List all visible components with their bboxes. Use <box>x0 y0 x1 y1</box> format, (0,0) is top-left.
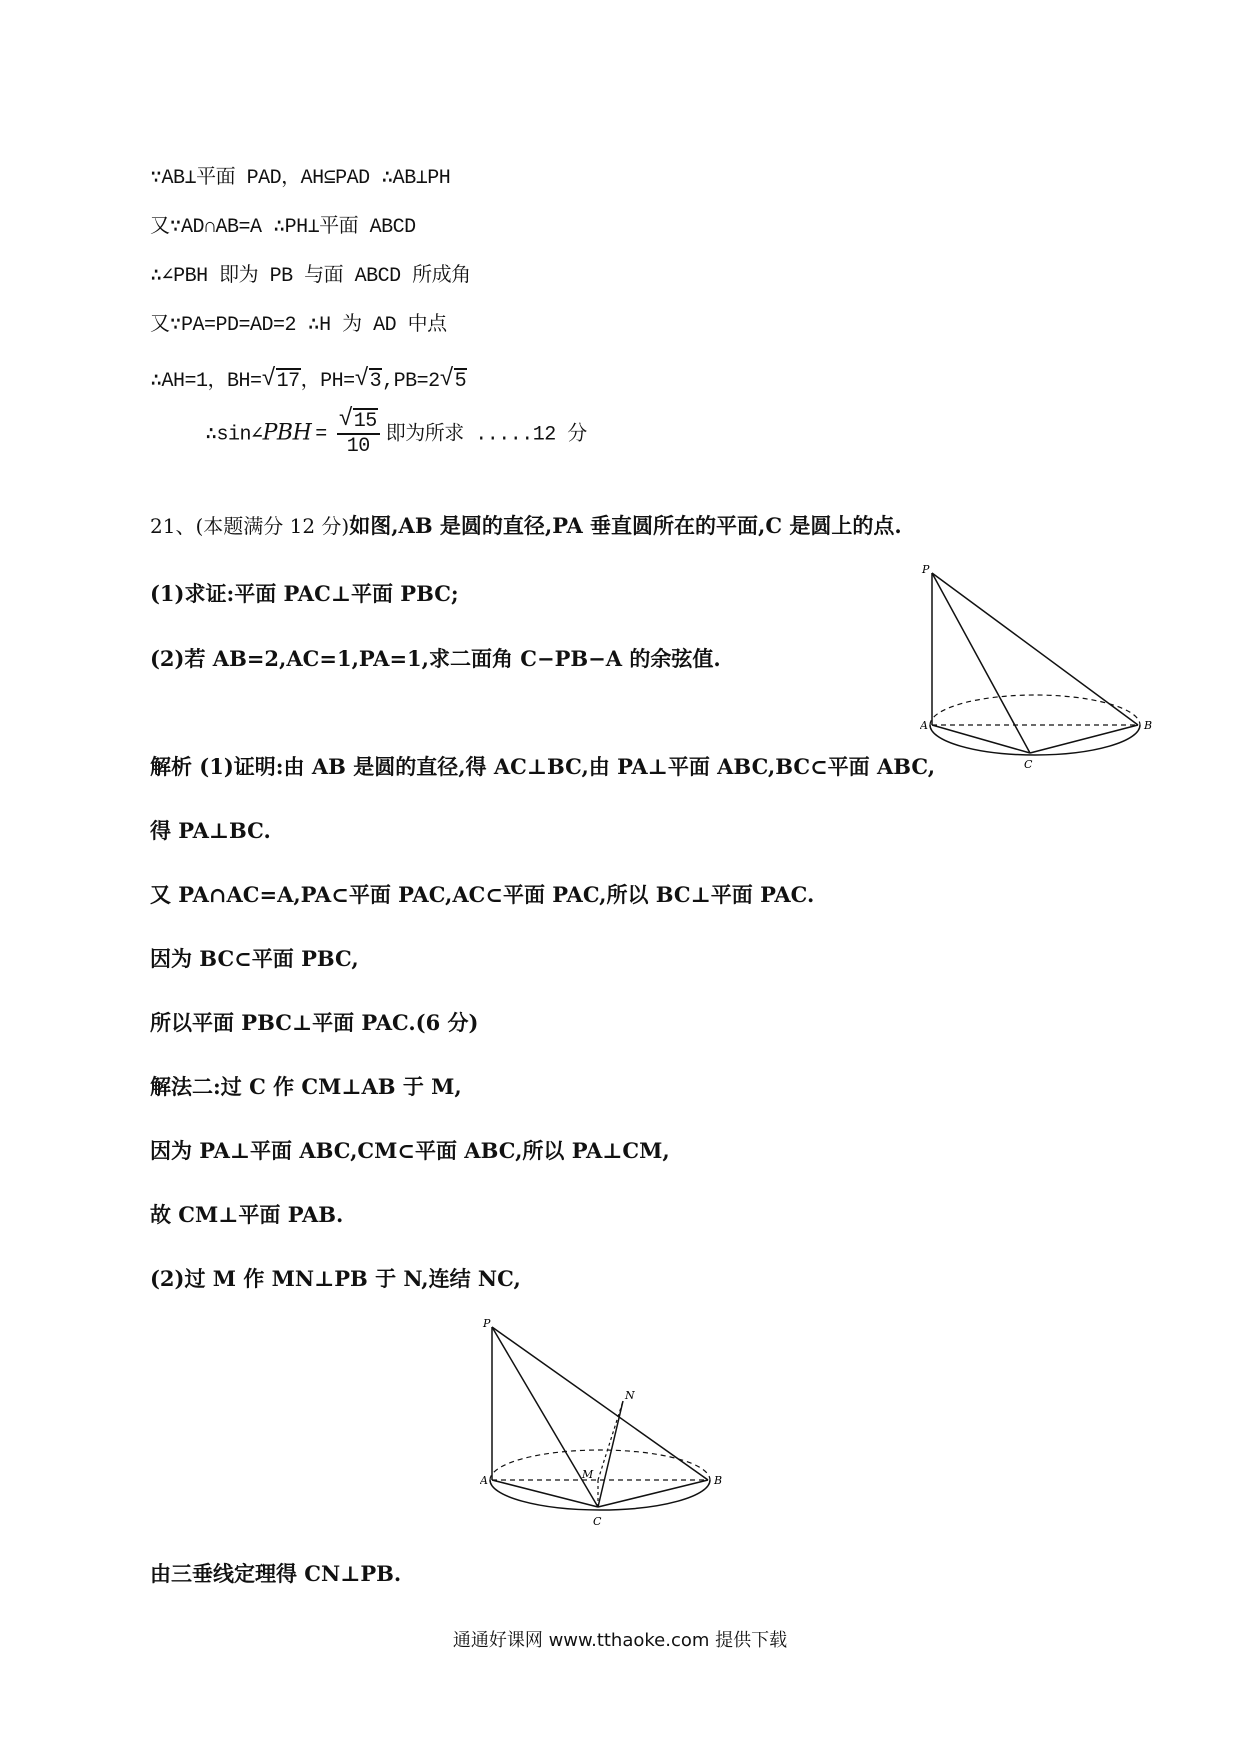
label-b: B <box>714 1474 723 1487</box>
footer: 通通好课网 www.tthaoke.com 提供下载 <box>452 1630 788 1651</box>
solution-line-8: 故 CM⊥平面 PAB. <box>150 1202 344 1227</box>
proof-line-6 <box>205 406 587 458</box>
solution-line-2: 得 PA⊥BC. <box>150 818 271 843</box>
proof-line-6-end: 即为所求 .....12 分 <box>385 423 587 447</box>
fraction-denominator: 10 <box>346 435 370 458</box>
proof-line-5-a: ∴AH=1，BH= <box>150 370 262 393</box>
solution-line-1: 解析 (1)证明:由 AB 是圆的直径,得 AC⊥BC,由 PA⊥平面 ABC,BC⊂平面 ABC, <box>150 754 936 779</box>
label-c: C <box>593 1515 602 1528</box>
proof-line-5-c: ，PH= <box>300 370 355 393</box>
figure-cone-2 <box>480 1315 760 1535</box>
label-p: P <box>922 565 930 576</box>
proof-line-3: ∴∠PBH 即为 PB 与面 ABCD 所成角 <box>150 265 471 288</box>
q21-part-2: (2)若 AB=2,AC=1,PA=1,求二面角 C−PB−A 的余弦值. <box>150 646 721 671</box>
label-m: M <box>582 1468 594 1481</box>
q21-score: 21、(本题满分 12 分) <box>150 514 350 538</box>
solution-line-10: 由三垂线定理得 CN⊥PB. <box>150 1561 402 1586</box>
sqrt-3: √ 3 <box>354 366 382 393</box>
proof-line-5 <box>150 363 467 393</box>
proof-line-5-e: ,PB=2 <box>382 370 440 393</box>
label-b: B <box>1144 719 1153 732</box>
fraction <box>337 406 380 458</box>
angle-pbh: PBH <box>262 420 312 446</box>
proof-line-1: ∵AB⊥平面 PAD，AH⊆PAD ∴AB⊥PH <box>150 167 451 190</box>
equals-sign: = <box>315 423 327 447</box>
q21-part-1: (1)求证:平面 PAC⊥平面 PBC; <box>150 581 459 606</box>
q21-statement: 如图,AB 是圆的直径,PA 垂直圆所在的平面,C 是圆上的点. <box>349 513 902 538</box>
fraction-numerator: √ 15 <box>337 410 380 435</box>
solution-line-5: 所以平面 PBC⊥平面 PAC.(6 分) <box>150 1010 479 1035</box>
solution-line-9: (2)过 M 作 MN⊥PB 于 N,连结 NC, <box>150 1266 521 1291</box>
label-n: N <box>625 1389 635 1402</box>
solution-line-4: 因为 BC⊂平面 PBC, <box>150 946 359 971</box>
proof-line-2: 又∵AD∩AB=A ∴PH⊥平面 ABCD <box>150 216 416 239</box>
solution-line-6: 解法二:过 C 作 CM⊥AB 于 M, <box>150 1074 462 1099</box>
label-a: A <box>920 719 928 732</box>
q21-title <box>150 510 902 540</box>
figure-cone-1 <box>920 565 1190 785</box>
solution-line-3: 又 PA∩AC=A,PA⊂平面 PAC,AC⊂平面 PAC,所以 BC⊥平面 PAC. <box>150 882 815 907</box>
sin-label: ∴sin∠ <box>205 423 263 447</box>
label-a: A <box>480 1474 488 1487</box>
label-p: P <box>483 1317 491 1330</box>
solution-line-7: 因为 PA⊥平面 ABC,CM⊂平面 ABC,所以 PA⊥CM, <box>150 1138 670 1163</box>
label-c: C <box>1024 758 1033 771</box>
proof-line-4: 又∵PA=PD=AD=2 ∴H 为 AD 中点 <box>150 314 447 337</box>
sqrt-17: √ 17 <box>261 366 300 393</box>
sqrt-5: √ 5 <box>439 366 467 393</box>
